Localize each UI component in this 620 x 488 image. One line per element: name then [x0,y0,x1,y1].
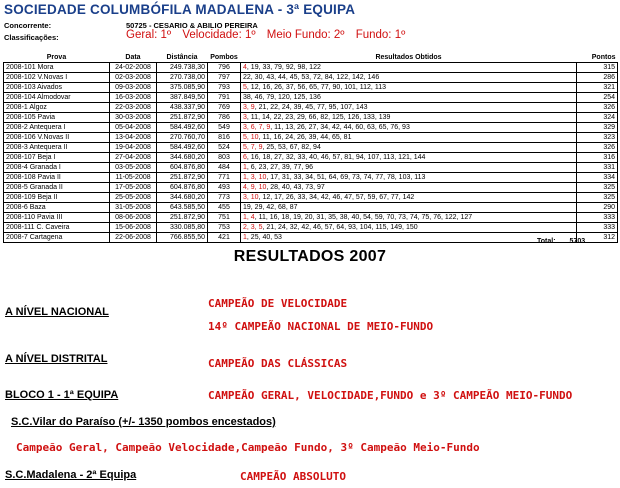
cell-prova: 2008-102 V.Novas I [4,73,110,83]
cell-pombos: 455 [208,203,241,213]
cell-prova: 2008-3 Antequera II [4,143,110,153]
cell-resultados [241,153,577,163]
cell-data: 17-05-2008 [110,183,157,193]
cell-pontos: 333 [577,213,618,223]
cell-distancia: 387.849,50 [157,93,208,103]
cell-resultados [241,203,577,213]
cell-data: 05-04-2008 [110,123,157,133]
cell-distancia: 251.872,90 [157,173,208,183]
cell-prova: 2008-111 C. Caveira [4,223,110,233]
cell-data: 24-02-2008 [110,63,157,73]
top-placings: 3 [243,114,247,121]
cell-pombos: 803 [208,153,241,163]
cell-prova: 2008-108 Pavia II [4,173,110,183]
other-placings: , 19, 33, 79, 92, 98, 122 [246,64,321,71]
nacional-award-meio-fundo: 14º CAMPEÃO NACIONAL DE MEIO-FUNDO [208,320,434,333]
cell-pontos: 326 [577,103,618,113]
column-header-distancia: Distância [166,54,198,61]
cell-distancia: 270.738,00 [157,73,208,83]
cell-prova: 2008-106 V.Novas II [4,133,110,143]
other-placings: , 21, 24, 32, 42, 46, 57, 64, 93, 104, 115, 149, 150 [262,224,418,231]
other-placings: , 11, 14, 22, 23, 29, 66, 82, 125, 126, 133, 139 [246,114,391,121]
cell-pombos: 797 [208,73,241,83]
distrital-award: CAMPEÃO DAS CLÁSSICAS [208,357,348,370]
cell-data: 22-06-2008 [110,233,157,243]
total-value: 5703 [569,238,586,245]
top-placings: 4 [243,64,247,71]
cell-pontos: 324 [577,113,618,123]
table-row [4,143,618,153]
cell-pontos: 290 [577,203,618,213]
cell-prova: 2008-104 Almodovar [4,93,110,103]
cell-data: 31-05-2008 [110,203,157,213]
column-header-data: Data [125,54,141,61]
cell-prova: 2008-6 Baza [4,203,110,213]
top-placings: 1, 4 [243,214,255,221]
table-row [4,113,618,123]
cell-prova: 2008-2 Antequera I [4,123,110,133]
column-header-resultados: Resultados Obtidos [375,54,442,61]
cell-pontos: 331 [577,163,618,173]
cell-pontos: 321 [577,83,618,93]
vilar-label: S.C.Vilar do Paraíso (+/- 1350 pombos encestados) [11,416,276,428]
other-placings: , 21, 22, 24, 39, 45, 77, 95, 107, 143 [254,104,368,111]
cell-data: 27-04-2008 [110,153,157,163]
cell-resultados [241,233,577,243]
cell-data: 09-03-2008 [110,83,157,93]
cell-distancia: 344.680,20 [157,193,208,203]
table-row [4,63,618,73]
cell-resultados [241,133,577,143]
cell-resultados [241,83,577,93]
cell-data: 25-05-2008 [110,193,157,203]
other-placings: , 12, 16, 26, 37, 56, 65, 77, 90, 101, 112, 113 [246,84,386,91]
cell-distancia: 584.492,60 [157,143,208,153]
cell-distancia: 584.492,60 [157,123,208,133]
top-placings: 4, 9, 10 [243,184,267,191]
column-header-prova: Prova [46,54,67,61]
classificacao-fundo: Fundo: 1º [355,29,406,41]
table-row [4,153,618,163]
other-placings: 38, 46, 79, 120, 125, 136 [243,94,321,101]
other-placings: 19, 29, 42, 68, 87 [243,204,298,211]
table-row [4,193,618,203]
cell-resultados [241,63,577,73]
cell-distancia: 604.876,80 [157,163,208,173]
classificacoes-values [126,29,413,41]
cell-resultados [241,223,577,233]
cell-pombos: 793 [208,83,241,93]
cell-prova: 2008-7 Cartagena [4,233,110,243]
cell-pombos: 751 [208,213,241,223]
madalena-award: CAMPEÃO ABSOLUTO [240,470,346,483]
other-placings: , 12, 17, 26, 33, 34, 42, 46, 47, 57, 59, 67, 77, 142 [258,194,415,201]
table-row [4,183,618,193]
cell-data: 03-05-2008 [110,163,157,173]
cell-pombos: 493 [208,183,241,193]
cell-distancia: 766.855,50 [157,233,208,243]
other-placings: , 25, 53, 67, 82, 94 [262,144,321,151]
cell-pontos: 333 [577,223,618,233]
cell-resultados [241,73,577,83]
cell-pombos: 773 [208,193,241,203]
top-placings: 5, 7, 9 [243,144,263,151]
cell-pontos: 326 [577,143,618,153]
table-row [4,93,618,103]
table-row [4,233,618,243]
cell-data: 16-03-2008 [110,93,157,103]
bloco-award: CAMPEÃO GERAL, VELOCIDADE,FUNDO e 3º CAMPEÃO MEIO-FUNDO [208,389,573,402]
table-row [4,133,618,143]
cell-resultados [241,103,577,113]
cell-data: 13-04-2008 [110,133,157,143]
other-placings: , 25, 40, 53 [246,234,282,241]
top-placings: 1 [243,164,247,171]
other-placings: , 28, 40, 43, 73, 97 [266,184,325,191]
top-placings: 1, 3, 10 [243,174,267,181]
cell-data: 15-06-2008 [110,223,157,233]
cell-pontos: 334 [577,173,618,183]
table-row [4,163,618,173]
cell-prova: 2008-101 Mora [4,63,110,73]
table-row [4,173,618,183]
cell-prova: 2008-4 Granada I [4,163,110,173]
cell-prova: 2008-105 Pavia [4,113,110,123]
classificacao-meio-fundo: Meio Fundo: 2º [266,29,345,41]
cell-data: 08-06-2008 [110,213,157,223]
cell-pontos: 312 [577,233,618,243]
cell-distancia: 251.872,90 [157,213,208,223]
cell-pombos: 753 [208,223,241,233]
cell-resultados [241,163,577,173]
madalena-label: S.C.Madalena - 2ª Equipa [5,469,137,481]
other-placings: , 11, 16, 24, 26, 39, 44, 65, 81 [258,134,352,141]
other-placings: , 11, 16, 18, 19, 20, 31, 35, 38, 40, 54, 59, 70, 73, 74, 75, 76, 122, 127 [254,214,473,221]
cell-pombos: 421 [208,233,241,243]
classificacao-geral: Geral: 1º [126,29,172,41]
cell-pombos: 524 [208,143,241,153]
cell-pontos: 316 [577,153,618,163]
cell-prova: 2008-103 Aivados [4,83,110,93]
vilar-award: Campeão Geral, Campeão Velocidade,Campeão Fundo, 3º Campeão Meio-Fundo [16,441,480,454]
nacional-award-velocidade: CAMPEÃO DE VELOCIDADE [208,297,348,310]
cell-resultados [241,143,577,153]
top-placings: 3, 6, 7, 9 [243,124,271,131]
cell-prova: 2008-5 Granada II [4,183,110,193]
table-row [4,103,618,113]
cell-distancia: 375.085,90 [157,83,208,93]
cell-prova: 2008-1 Algoz [4,103,110,113]
cell-pombos: 769 [208,103,241,113]
total-row [537,238,585,245]
cell-pombos: 786 [208,113,241,123]
distrital-label: A NÍVEL DISTRITAL [5,353,108,365]
table-row [4,203,618,213]
top-placings: 3, 10 [243,194,259,201]
table-row [4,123,618,133]
cell-pontos: 286 [577,73,618,83]
cell-distancia: 330.085,80 [157,223,208,233]
cell-resultados [241,93,577,103]
cell-pombos: 816 [208,133,241,143]
other-placings: , 6, 23, 27, 39, 77, 96 [246,164,314,171]
table-row [4,73,618,83]
cell-prova: 2008-109 Beja II [4,193,110,203]
cell-distancia: 270.760,70 [157,133,208,143]
cell-distancia: 249.738,30 [157,63,208,73]
cell-resultados [241,213,577,223]
total-label: Total: [537,238,556,245]
top-placings: 5 [243,84,247,91]
cell-resultados [241,183,577,193]
cell-data: 22-03-2008 [110,103,157,113]
cell-pombos: 791 [208,93,241,103]
cell-data: 02-03-2008 [110,73,157,83]
column-header-pombos: Pombos [210,54,238,61]
page-title: SOCIEDADE COLUMBÓFILA MADALENA - 3ª EQUIPA [4,2,356,17]
cell-pombos: 796 [208,63,241,73]
bloco-label: BLOCO 1 - 1ª EQUIPA [5,389,119,401]
top-placings: 3, 9 [243,104,255,111]
cell-distancia: 604.876,80 [157,183,208,193]
top-placings: 6 [243,154,247,161]
column-header-pontos: Pontos [591,54,616,61]
classificacoes-label: Classificações: [4,33,59,42]
other-placings: , 11, 13, 26, 27, 34, 42, 44, 60, 63, 65, 76, 93 [270,124,410,131]
concorrente-label: Concorrente: [4,21,52,30]
cell-pombos: 484 [208,163,241,173]
cell-distancia: 251.872,90 [157,113,208,123]
cell-pontos: 323 [577,133,618,143]
top-placings: 5, 10 [243,134,259,141]
classificacao-velocidade: Velocidade: 1º [182,29,256,41]
cell-prova: 2008-107 Beja I [4,153,110,163]
top-placings: 2, 3, 5 [243,224,263,231]
other-placings: , 16, 18, 27, 32, 33, 40, 46, 57, 81, 94, 107, 113, 121, 144 [246,154,426,161]
cell-distancia: 438.337,90 [157,103,208,113]
cell-pombos: 549 [208,123,241,133]
cell-pontos: 329 [577,123,618,133]
table-row [4,213,618,223]
cell-pontos: 315 [577,63,618,73]
table-row [4,83,618,93]
cell-data: 11-05-2008 [110,173,157,183]
cell-distancia: 643.585,50 [157,203,208,213]
cell-pombos: 771 [208,173,241,183]
cell-resultados [241,123,577,133]
cell-data: 30-03-2008 [110,113,157,123]
cell-resultados [241,193,577,203]
cell-prova: 2008-110 Pavia III [4,213,110,223]
table-header-row [4,53,618,63]
cell-pontos: 325 [577,193,618,203]
cell-resultados [241,113,577,123]
cell-distancia: 344.680,20 [157,153,208,163]
results-2007-title: RESULTADOS 2007 [233,248,387,265]
cell-data: 19-04-2008 [110,143,157,153]
results-table [3,53,618,243]
other-placings: , 17, 31, 33, 34, 51, 64, 69, 73, 74, 77, 78, 103, 113 [266,174,426,181]
other-placings: 22, 30, 43, 44, 45, 53, 72, 84, 122, 142, 146 [243,74,380,81]
top-placings: 1 [243,234,247,241]
nacional-label: A NÍVEL NACIONAL [5,306,109,318]
cell-pontos: 325 [577,183,618,193]
table-row [4,223,618,233]
cell-resultados [241,173,577,183]
cell-pontos: 254 [577,93,618,103]
concorrente-value: 50725 - CESARIO & ABILIO PEREIRA [126,21,258,30]
